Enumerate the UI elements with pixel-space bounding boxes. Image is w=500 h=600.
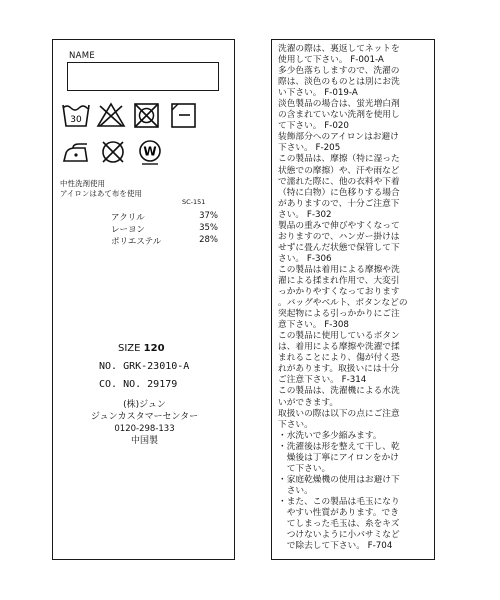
name-field[interactable] [67,62,219,91]
instruction-line: 多少色落ちしますので、洗濯の [278,66,400,77]
instruction-line: ・また、この製品は毛玉になり [278,496,400,507]
size-label: SIZE [118,343,141,354]
country-of-origin: 中国製 [130,436,158,446]
instruction-line: れがあります。取扱いには十分 [278,364,399,375]
no-tumble-dry-icon [133,102,161,129]
sc-code: SC-151 [182,198,206,206]
instruction-line: てしまった毛玉は、糸をキズ [278,519,400,530]
size-line [118,343,165,354]
name-label: NAME [69,51,96,61]
instruction-line: は、着用による摩擦や洗濯で揉 [278,342,400,353]
instruction-line: この製品は、洗濯機による水洗 [278,386,400,397]
instruction-line: て下さい。 F-020 [278,121,349,132]
instruction-line: 状態での摩擦）や、汗や雨など [278,165,400,176]
color-number: CO. NO. 29179 [99,379,178,390]
instruction-line: い下さい。 F-019-A [278,88,358,99]
instruction-line: この製品は、摩擦（特に湿った [278,154,400,165]
instruction-line: （特に白物）に色移りする場合 [278,187,400,198]
instruction-line: この製品は着用による摩擦や洗 [278,264,400,275]
care-label-left [52,39,235,560]
size-value: 120 [143,343,165,354]
product-number: NO. GRK-23010-A [99,361,190,372]
care-label-right [271,39,435,560]
instruction-line: 洗濯の際は、裏返してネットを [278,44,400,54]
instruction-line: 際は、淡色のものとは別にお洗 [278,77,400,88]
instruction-line: で除去して下さい。 F-704 [278,541,393,552]
instruction-line: がありますので、十分ご注意下 [278,198,400,209]
care-note-detergent: 中性洗剤使用 [60,179,105,188]
instruction-line: まれることにより、傷が付く恐 [278,353,400,364]
wash-tub-30-icon [61,102,91,129]
instruction-line: おりますので、ハンガー掛けは [278,231,400,242]
instruction-line: 下さい。 F-205 [278,143,341,154]
instruction-line: ・家庭乾燥機の使用はお避け下 [278,474,400,485]
instruction-line: つけないように小バサミなど [278,530,400,541]
no-bleach-icon [96,102,126,129]
composition-percent: 35% [199,223,218,233]
instruction-line: いができます。 [278,397,339,408]
iron-low-icon [61,141,93,165]
instruction-line: ご注意下さい。 F-314 [278,375,367,386]
care-note-iron: アイロンはあて布を使用 [60,189,142,198]
line-dry-shade-icon [170,102,198,129]
instruction-line: っかかりやすくなっております [278,287,400,298]
instruction-line: 装飾部分へのアイロンはお避け [278,132,399,143]
instruction-line: の含まれていない洗剤を使用し [278,110,400,121]
maker-phone: 0120-298-133 [114,424,175,434]
composition-material: アクリル [111,213,145,223]
instruction-line: ・水洗いで多少縮みます。 [278,430,382,441]
composition-material: ポリエステル [111,237,162,247]
instruction-line: さい。 F-306 [278,253,332,264]
instruction-line: 使用して下さい。 F-001-A [278,55,384,66]
instruction-line: 淡色製品の場合は、蛍光増白剤 [278,99,400,110]
instruction-line: 製品の重みで伸びやすくなって [278,220,400,231]
instruction-line: さい。 [278,485,313,496]
instruction-line: 濯による揉まれ作用で、大変引 [278,275,400,286]
maker-center: ジュンカスタマーセンター [90,412,199,422]
instruction-line: 燥後は丁寧にアイロンをかけ [278,452,399,463]
composition-percent: 37% [199,211,218,221]
instruction-line: やすい性質があります。でき [278,507,399,518]
wash-temp-text: 30 [70,115,82,125]
instruction-line: 取扱いの際は以下の点にご注意 [278,408,400,419]
no-dry-clean-icon [99,138,127,166]
instruction-line: 下さい。 [278,419,313,430]
instruction-line: ・洗濯後は形を整えて干し、乾 [278,441,400,452]
maker-company: (株)ジュン [123,400,166,410]
instruction-line: 突起物による引っかかりにご注 [278,309,400,320]
instruction-line: て下さい。 [278,463,331,474]
instruction-line: この製品に使用しているボタン [278,331,400,342]
composition-percent: 28% [199,235,218,245]
instruction-line: せずに畳んだ状態で保管して下 [278,242,400,253]
composition-material: レーヨン [111,225,146,235]
instruction-line: 。バッグやベルト、ボタンなどの [278,298,408,309]
care-instructions-text [278,44,428,552]
instruction-line: 意下さい。 F-308 [278,320,349,331]
instruction-line: さい。 F-302 [278,209,332,220]
svg-text:W: W [143,144,157,159]
instruction-line: で濡れた際に、他の衣料や下着 [278,176,400,187]
wet-clean-icon [136,138,164,166]
